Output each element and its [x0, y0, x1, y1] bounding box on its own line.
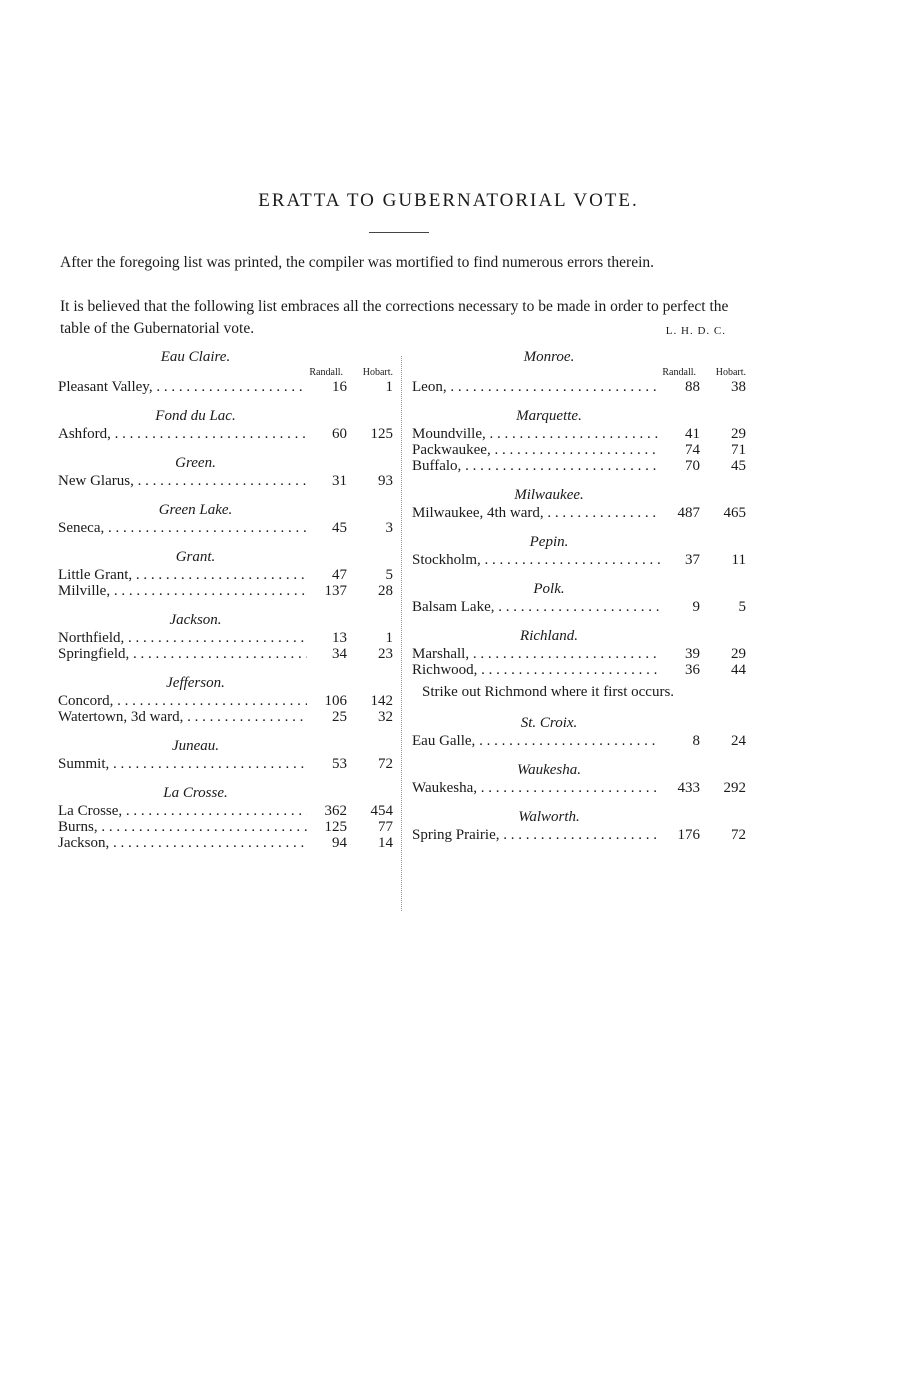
hobart-votes: 44: [700, 662, 746, 678]
table-row: [412, 426, 746, 442]
place-name: Summit, . . .: [58, 756, 307, 772]
table-row: [58, 473, 393, 489]
county-group: [412, 808, 746, 843]
column-divider: [401, 356, 402, 911]
randall-votes: 88: [660, 379, 700, 395]
county-name: Green Lake.: [158, 502, 233, 518]
randall-votes: 16: [307, 379, 347, 395]
county-group: [412, 407, 746, 474]
randall-votes: 433: [660, 780, 700, 796]
randall-votes: 37: [660, 552, 700, 568]
place-name: Milwaukee, 4th ward, . . .: [412, 505, 660, 521]
county-name: Monroe.: [523, 349, 575, 365]
county-name: St. Croix.: [520, 715, 578, 731]
place-name: Springfield, . . .: [58, 646, 307, 662]
county-group: [58, 674, 393, 725]
randall-votes: 13: [307, 630, 347, 646]
hobart-header: Hobart.: [715, 367, 746, 378]
hobart-votes: 1: [347, 379, 393, 395]
right-column: [412, 348, 746, 855]
table-row: [58, 693, 393, 709]
randall-votes: 47: [307, 567, 347, 583]
county-group: [58, 501, 393, 536]
randall-votes: 125: [307, 819, 347, 835]
hobart-votes: 11: [700, 552, 746, 568]
correction-note: Strike out Richmond where it first occurs.: [422, 684, 675, 700]
randall-votes: 362: [307, 803, 347, 819]
hobart-votes: 5: [700, 599, 746, 615]
county-name: Eau Claire.: [160, 349, 231, 365]
table-row: [58, 583, 393, 599]
randall-votes: 34: [307, 646, 347, 662]
county-name: Walworth.: [518, 809, 580, 825]
randall-votes: 106: [307, 693, 347, 709]
place-name: Jackson, . . .: [58, 835, 307, 851]
place-name: Concord, . . .: [58, 693, 307, 709]
table-row: [58, 646, 393, 662]
county-name: Green.: [175, 455, 216, 471]
hobart-votes: 23: [347, 646, 393, 662]
randall-votes: 25: [307, 709, 347, 725]
county-name: Richland.: [520, 628, 578, 644]
randall-votes: 31: [307, 473, 347, 489]
randall-votes: 8: [660, 733, 700, 749]
randall-votes: 487: [660, 505, 700, 521]
hobart-votes: 38: [700, 379, 746, 395]
hobart-votes: 32: [347, 709, 393, 725]
county-group: [412, 714, 746, 749]
county-name: La Crosse.: [163, 785, 228, 801]
place-name: Spring Prairie, . . .: [412, 827, 660, 843]
table-row: [58, 630, 393, 646]
table-row: [412, 442, 746, 458]
hobart-votes: 29: [700, 426, 746, 442]
table-row: [412, 505, 746, 521]
hobart-votes: 125: [347, 426, 393, 442]
hobart-votes: 14: [347, 835, 393, 851]
hobart-votes: 454: [347, 803, 393, 819]
county-name: Polk.: [533, 581, 565, 597]
hobart-votes: 93: [347, 473, 393, 489]
page-title: ERATTA TO GUBERNATORIAL VOTE.: [258, 190, 639, 211]
county-group: [412, 627, 746, 702]
hobart-votes: 29: [700, 646, 746, 662]
place-name: Pleasant Valley, . . .: [58, 379, 307, 395]
place-name: Ashford, . . .: [58, 426, 307, 442]
randall-votes: 39: [660, 646, 700, 662]
table-row: [412, 780, 746, 796]
table-row: [412, 827, 746, 843]
randall-votes: 9: [660, 599, 700, 615]
hobart-votes: 72: [700, 827, 746, 843]
left-column: [58, 348, 393, 863]
column-headers: [412, 367, 746, 379]
hobart-votes: 292: [700, 780, 746, 796]
county-name: Jefferson.: [166, 675, 225, 691]
place-name: La Crosse, . . .: [58, 803, 307, 819]
randall-header: Randall.: [662, 367, 696, 378]
place-name: Eau Galle, . . .: [412, 733, 660, 749]
hobart-votes: 77: [347, 819, 393, 835]
compiler-signature: L. H. D. C.: [665, 325, 726, 337]
title-rule: [369, 232, 429, 233]
randall-votes: 41: [660, 426, 700, 442]
intro-paragraph-2-text: It is believed that the following list embraces all the corrections necessary to be made in order to perfect the table of the Gubernatorial vote.: [60, 298, 729, 337]
column-headers: [58, 367, 393, 379]
hobart-header: Hobart.: [362, 367, 393, 378]
hobart-votes: 5: [347, 567, 393, 583]
hobart-votes: 1: [347, 630, 393, 646]
county-group: [412, 533, 746, 568]
hobart-votes: 45: [700, 458, 746, 474]
table-row: [412, 552, 746, 568]
place-name: Little Grant, . . .: [58, 567, 307, 583]
county-group: [412, 486, 746, 521]
table-row: [58, 803, 393, 819]
randall-votes: 60: [307, 426, 347, 442]
place-name: Moundville, . . .: [412, 426, 660, 442]
randall-votes: 176: [660, 827, 700, 843]
county-name: Grant.: [175, 549, 216, 565]
place-name: Watertown, 3d ward, . . .: [58, 709, 307, 725]
county-group: [58, 737, 393, 772]
randall-votes: 70: [660, 458, 700, 474]
intro-paragraph-2: [60, 296, 740, 342]
county-group: [412, 348, 746, 395]
hobart-votes: 142: [347, 693, 393, 709]
table-row: [58, 567, 393, 583]
table-row: [58, 426, 393, 442]
county-name: Milwaukee.: [514, 487, 584, 503]
county-group: [58, 407, 393, 442]
randall-header: Randall.: [309, 367, 343, 378]
place-name: Seneca, . . .: [58, 520, 307, 536]
hobart-votes: 465: [700, 505, 746, 521]
table-row: [58, 520, 393, 536]
county-name: Waukesha.: [516, 762, 582, 778]
hobart-votes: 72: [347, 756, 393, 772]
randall-votes: 74: [660, 442, 700, 458]
hobart-votes: 3: [347, 520, 393, 536]
table-row: [412, 458, 746, 474]
county-group: [412, 761, 746, 796]
randall-votes: 53: [307, 756, 347, 772]
table-row: [412, 662, 746, 678]
county-group: [412, 580, 746, 615]
place-name: Waukesha, . . .: [412, 780, 660, 796]
table-row: [412, 599, 746, 615]
table-row: [412, 646, 746, 662]
table-row: [412, 379, 746, 395]
table-row: [58, 379, 393, 395]
place-name: Burns, . . .: [58, 819, 307, 835]
place-name: Milville, . . .: [58, 583, 307, 599]
county-name: Fond du Lac.: [155, 408, 236, 424]
place-name: Leon, . . .: [412, 379, 660, 395]
county-name: Pepin.: [529, 534, 569, 550]
table-row: [58, 819, 393, 835]
randall-votes: 137: [307, 583, 347, 599]
county-group: [58, 348, 393, 395]
table-row: [412, 733, 746, 749]
place-name: Buffalo, . . .: [412, 458, 660, 474]
place-name: Packwaukee, . . .: [412, 442, 660, 458]
randall-votes: 36: [660, 662, 700, 678]
table-row: [58, 756, 393, 772]
county-group: [58, 784, 393, 851]
county-name: Juneau.: [171, 738, 220, 754]
table-row: [58, 835, 393, 851]
place-name: Richwood, . . .: [412, 662, 660, 678]
place-name: Marshall, . . .: [412, 646, 660, 662]
hobart-votes: 71: [700, 442, 746, 458]
hobart-votes: 24: [700, 733, 746, 749]
randall-votes: 45: [307, 520, 347, 536]
intro-paragraph-1: After the foregoing list was printed, the compiler was mortified to find numerous errors therein.: [60, 254, 655, 271]
place-name: Balsam Lake, . . .: [412, 599, 660, 615]
place-name: New Glarus, . . .: [58, 473, 307, 489]
county-group: [58, 548, 393, 599]
county-name: Marquette.: [516, 408, 582, 424]
randall-votes: 94: [307, 835, 347, 851]
county-name: Jackson.: [169, 612, 222, 628]
table-row: [58, 709, 393, 725]
place-name: Northfield, . . .: [58, 630, 307, 646]
place-name: Stockholm, . . .: [412, 552, 660, 568]
county-group: [58, 454, 393, 489]
county-group: [58, 611, 393, 662]
hobart-votes: 28: [347, 583, 393, 599]
